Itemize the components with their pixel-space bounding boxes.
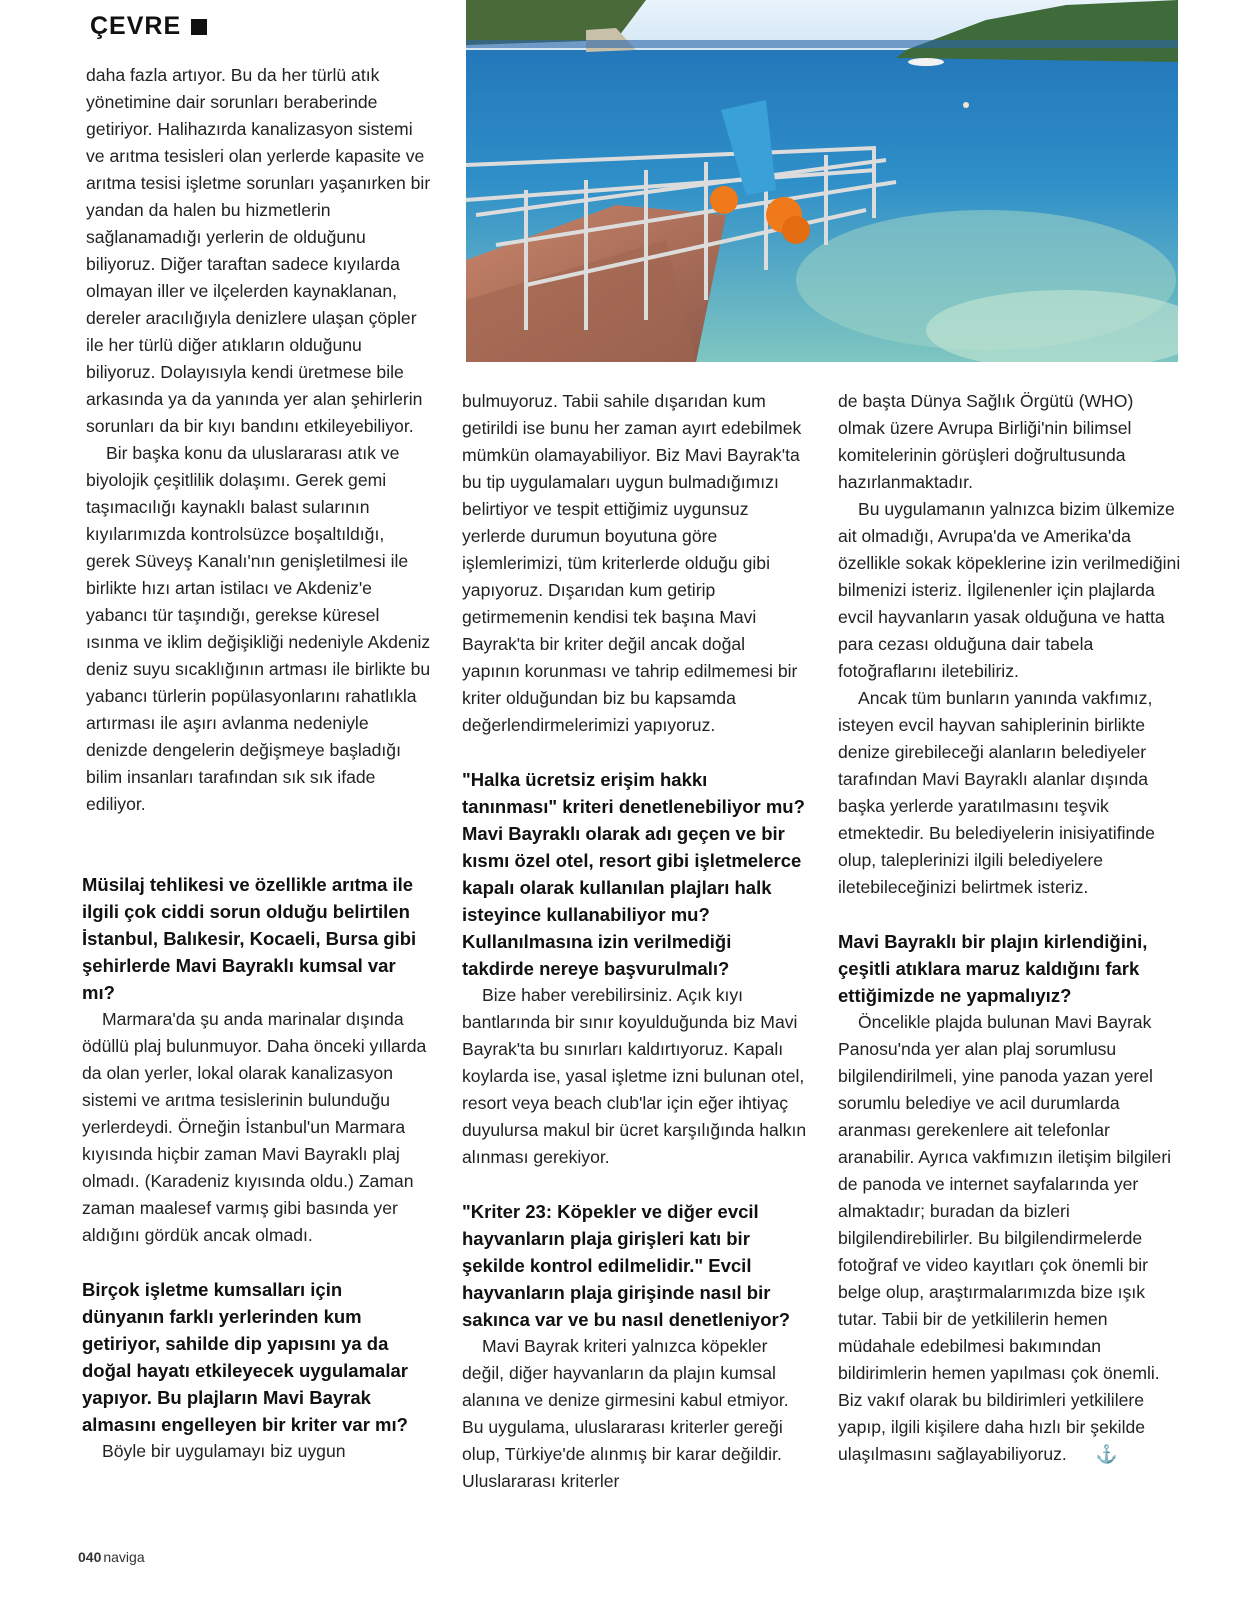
- question-heading: "Kriter 23: Köpekler ve diğer evcil hayvanların plaja girişleri katı bir şekilde kontrol edilmelidir." Evcil hayvanların plaja girişinde nasıl bir sakınca var ve bu nasıl denetleniyor?: [462, 1201, 790, 1330]
- paragraph: de başta Dünya Sağlık Örgütü (WHO) olmak üzere Avrupa Birliği'nin bilimsel komitelerinin görüşleri doğrultusunda hazırlanmaktadır.: [838, 391, 1134, 492]
- paragraph: bulmuyoruz. Tabii sahile dışarıdan kum getirildi ise bunu her zaman ayırt edebilmek mümkün olamayabiliyor. Biz Mavi Bayrak'ta bu tip uygulamaları uygun bulmadığımızı belirtiyor ve tespit ettiğimiz uygunsuz yerlerde durumun boyutuna göre işlemlerimizi, tüm kriterlerde olduğu gibi yapıyoruz. Dışarıdan kum getirip getirmemenin kendisi tek başına Mavi Bayrak'ta bir kriter değil ancak doğal yapının korunması ve tahrip edilmemesi bir kriter olduğundan biz bu kapsamda değerlendirmelerimizi yapıyoruz.: [462, 391, 802, 735]
- answer-paragraph: Bize haber verebilirsiniz. Açık kıyı bantlarında bir sınır koyulduğunda biz Mavi Bayrak'ta bu sınırları kaldırtıyoruz. Kapalı koylarda ise, yasal işletme izni bulunan otel, resort veya beach club'lar için eğer ihtiyaç duyulursa makul bir ücret karşılığında halkın alınması gerekiyor.: [462, 985, 807, 1167]
- section-title: ÇEVRE: [90, 12, 182, 40]
- page-number: 040: [78, 1549, 102, 1565]
- paragraph: Ancak tüm bunların yanında vakfımız, isteyen evcil hayvan sahiplerinin birlikte denize girebileceği alanların belediyeler tarafından Mavi Bayraklı alanlar dışında başka yerlerde yaratılmasını teşvik etmektedir. Bu belediyelerin inisiyatifinde olup, taleplerinizi ilgili belediyelere iletebileceğinizi belirtmek isteriz.: [838, 688, 1155, 897]
- answer-paragraph: [838, 1009, 1183, 1468]
- paragraph: daha fazla artıyor. Bu da her türlü atık yönetimine dair sorunları beraberinde getiriyor. Halihazırda kanalizasyon sistemi ve arıtma tesisleri olan yerlerde kapasite ve arıtma tesisi işletme sorunları yaşanırken bir yandan da halen bu hizmetlerin sağlanamadığı yerlerin de olduğunu biliyoruz. Diğer taraftan sadece kıyılarda olmayan iller ve ilçelerden kaynaklanan, dereler aracılığıyla denizlere ulaşan çöpler ile her türlü diğer atıkların olduğunu biliyoruz. Dolayısıyla kendi üretmese bile arkasında ya da yanında yer alan şehirlerin sorunları da bir kıyı bandını etkileyebiliyor.: [86, 65, 431, 436]
- question-heading: Birçok işletme kumsalları için dünyanın farklı yerlerinden kum getiriyor, sahilde dip yapısını ya da doğal hayatı etkileyecek uygulamalar yapıyor. Bu plajların Mavi Bayrak almasını engelleyen bir kriter var mı?: [82, 1279, 408, 1435]
- question-heading: Müsilaj tehlikesi ve özellikle arıtma ile ilgili çok ciddi sorun olduğu belirtilen İstanbul, Balıkesir, Kocaeli, Bursa gibi şehirlerde Mavi Bayraklı kumsal var mı?: [82, 874, 417, 1003]
- answer-paragraph: Marmara'da şu anda marinalar dışında ödüllü plaj bulunmuyor. Daha önceki yıllarda da olan yerler, lokal olarak kanalizasyon sistemi ve arıtma tesislerinin bulunduğu yerlerdeydi. Örneğin İstanbul'un Marmara kıyısında hiçbir zaman Mavi Bayraklı plaj olmadı. (Karadeniz kıyısında oldu.) Zaman zaman maalesef varmış gibi basında yer aldığını gördük ancak olmadı.: [82, 1009, 427, 1245]
- section-square-icon: [191, 19, 207, 35]
- page-footer: [78, 1549, 145, 1565]
- paragraph: Bu uygulamanın yalnızca bizim ülkemize ait olmadığı, Avrupa'da ve Amerika'da özellikle sokak köpeklerine izin verilmediğini bilmenizi isteriz. İlgilenenler için plajlarda evcil hayvanların yasak olduğuna ve hatta para cezası olduğuna dair tabela fotoğraflarını iletebiliriz.: [838, 499, 1181, 681]
- column-1-top: [86, 62, 431, 818]
- magazine-name: naviga: [103, 1549, 145, 1565]
- anchor-icon: ⚓: [1095, 1444, 1118, 1464]
- column-3: [838, 388, 1183, 1468]
- question-heading: Mavi Bayraklı bir plajın kirlendiğini, çeşitli atıklara maruz kaldığını fark ettiğimizde ne yapmalıyız?: [838, 931, 1148, 1006]
- question-heading: "Halka ücretsiz erişim hakkı tanınması" kriteri denetlenebiliyor mu? Mavi Bayraklı olarak adı geçen ve bir kısmı özel otel, resort gibi işletmelerce kapalı olarak kullanılan plajları halk isteyince kullanabiliyor mu? Kullanılmasına izin verilmediği takdirde nereye başvurulmalı?: [462, 769, 805, 979]
- section-header: [90, 12, 207, 41]
- answer-paragraph: Mavi Bayrak kriteri yalnızca köpekler değil, diğer hayvanların da plajın kumsal alanına ve denize girmesini kabul etmiyor. Bu uygulama, uluslararası kriterler gereği olup, Türkiye'de alınmış bir karar değildir. Uluslararası kriterler: [462, 1336, 789, 1491]
- answer-text: Öncelikle plajda bulunan Mavi Bayrak Panosu'nda yer alan plaj sorumlusu bilgilendirilmeli, yine panoda yazan yerel sorumlu belediye ve acil durumlarda aranması gerekenlere ait telefonlar aranabilir. Ayrıca vakfımızın iletişim bilgileri de panoda ve internet sayfalarında yer almaktadır; buradan da bizleri bilgilendirebilirler. Bu bilgilendirmelerde fotoğraf ve video kayıtları çok önemli bir belge olup, araştırmalarımızda bize ışık tutar. Tabii bir de yetkililerin hemen müdahale edebilmesi bakımından bildirimlerin hemen yapılması çok önemli. Biz vakıf olarak bu bildirimleri yetkililere yapıp, ilgili kişilere daha hızlı bir şekilde ulaşılmasını sağlayabiliyoruz.: [838, 1012, 1172, 1464]
- column-1-bottom: [82, 871, 427, 1465]
- column-2: [462, 388, 807, 1495]
- paragraph: Bir başka konu da uluslararası atık ve biyolojik çeşitlilik dolaşımı. Gerek gemi taşımacılığı kaynaklı balast sularının kıyılarımızda kontrolsüzce boşaltıldığı, gerek Süveyş Kanalı'nın genişletilmesi ile birlikte hızı artan istilacı ve Akdeniz'e yabancı tür taşındığı, gerekse küresel ısınma ve iklim değişikliği nedeniyle Akdeniz deniz suyu sıcaklığının artması ile birlikte bu yabancı türlerin popülasyonlarını rahatlıkla artırması ile aşırı avlanma nedeniyle denizde dengelerin değişmeye başladığı bilim insanları tarafından sık sık ifade ediliyor.: [86, 443, 431, 814]
- sea-ramp-photo: [466, 0, 1178, 362]
- answer-paragraph: Böyle bir uygulamayı biz uygun: [102, 1441, 346, 1461]
